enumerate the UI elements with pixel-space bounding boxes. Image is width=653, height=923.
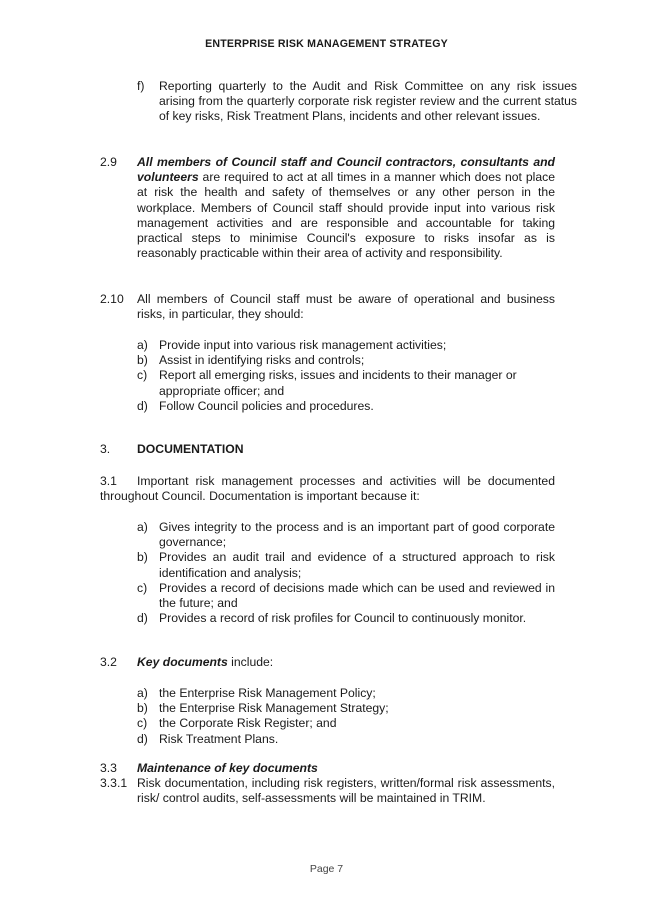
list-item — [137, 520, 555, 550]
list-item — [137, 686, 555, 701]
subsection-title-maintenance: Maintenance of key documents — [137, 761, 318, 775]
paragraph-3-2 — [137, 655, 555, 670]
section-number-2-10: 2.10 — [100, 292, 124, 306]
list-item-f — [137, 79, 577, 125]
list-item-text: Provide input into various risk management activities; — [159, 338, 447, 352]
list-item — [137, 353, 555, 368]
list-item — [137, 701, 555, 716]
paragraph-3-3-1: Risk documentation, including risk registers, written/formal risk assessments, risk/ control audits, self-assessments will be maintained in TRIM. — [137, 776, 555, 806]
list-item — [137, 399, 555, 414]
section-number-3: 3. — [100, 442, 111, 456]
paragraph-text: are required to act at all times in a manner which does not place at risk the health and safety of themselves or any other person in the workplace. Members of Council staff should provide input into various risk management activities and are responsible and accountable for taking practical steps to minimise Council's exposure to risks insofar as is reasonably practicable within their area of activity and responsibility. — [137, 170, 555, 261]
list-2-10 — [137, 338, 555, 414]
list-marker: c) — [137, 716, 148, 731]
list-marker: a) — [137, 520, 148, 534]
list-marker: d) — [137, 398, 148, 413]
paragraph-text: include: — [227, 655, 274, 669]
section-number-2-9: 2.9 — [100, 155, 117, 169]
list-marker: c) — [137, 368, 148, 383]
section-title-documentation: DOCUMENTATION — [137, 442, 244, 456]
list-3-2 — [137, 686, 555, 747]
list-item-text: the Enterprise Risk Management Policy; — [159, 686, 376, 700]
list-marker: b) — [137, 701, 148, 716]
list-marker: b) — [137, 550, 148, 565]
section-number-3-3: 3.3 — [100, 761, 117, 775]
emphasis-text: Key documents — [137, 655, 228, 669]
section-number-3-2: 3.2 — [100, 655, 117, 669]
paragraph-text: Important risk management processes and activities will be documented throughout Council. Documentation is important because it: — [100, 474, 555, 504]
page-number: Page 7 — [309, 863, 344, 875]
list-item-text: the Enterprise Risk Management Strategy; — [159, 701, 389, 716]
list-marker: a) — [137, 338, 148, 352]
section-number-3-1: 3.1 — [100, 474, 117, 488]
list-item — [137, 550, 555, 580]
list-marker: b) — [137, 353, 148, 368]
emphasis-text: All members of Council staff and Council contractors, consultants and volunteers — [137, 155, 555, 185]
list-3-1 — [137, 520, 555, 626]
page-header: ENTERPRISE RISK MANAGEMENT STRATEGY — [205, 38, 448, 50]
list-marker: d) — [137, 731, 148, 746]
list-item-text: Provides a record of risk profiles for Council to continuously monitor. — [159, 611, 527, 626]
list-marker: a) — [137, 686, 148, 700]
list-marker: f) — [137, 79, 145, 93]
list-item-text: Reporting quarterly to the Audit and Risk Committee on any risk issues arising from the quarterly corporate risk register review and the current status of key risks, Risk Treatment Plans, incidents and other relevant issues. — [159, 79, 577, 124]
paragraph-2-10: All members of Council staff must be aware of operational and business risks, in particular, they should: — [137, 292, 555, 322]
list-item-text: Provides a record of decisions made which can be used and reviewed in the future; and — [159, 580, 555, 611]
list-item-text: the Corporate Risk Register; and — [159, 716, 337, 731]
list-item — [137, 732, 555, 747]
list-marker: d) — [137, 611, 148, 626]
list-item — [137, 716, 555, 731]
list-marker: c) — [137, 580, 148, 595]
section-number-3-3-1: 3.3.1 — [100, 776, 128, 790]
list-item-text: Follow Council policies and procedures. — [159, 398, 374, 413]
list-item — [137, 611, 555, 626]
list-item-text: Assist in identifying risks and controls; — [159, 353, 365, 368]
list-item — [137, 368, 555, 398]
list-item-text: Provides an audit trail and evidence of a structured approach to risk identification and analysis; — [159, 550, 555, 580]
paragraph-3-1 — [100, 474, 555, 504]
list-item-text: Report all emerging risks, issues and incidents to their manager or appropriate officer; and — [159, 368, 517, 398]
list-item-text: Risk Treatment Plans. — [159, 731, 279, 746]
paragraph-2-9 — [137, 155, 555, 261]
list-item — [137, 338, 555, 353]
list-item-text: Gives integrity to the process and is an important part of good corporate governance; — [159, 520, 555, 550]
list-item — [137, 581, 555, 611]
